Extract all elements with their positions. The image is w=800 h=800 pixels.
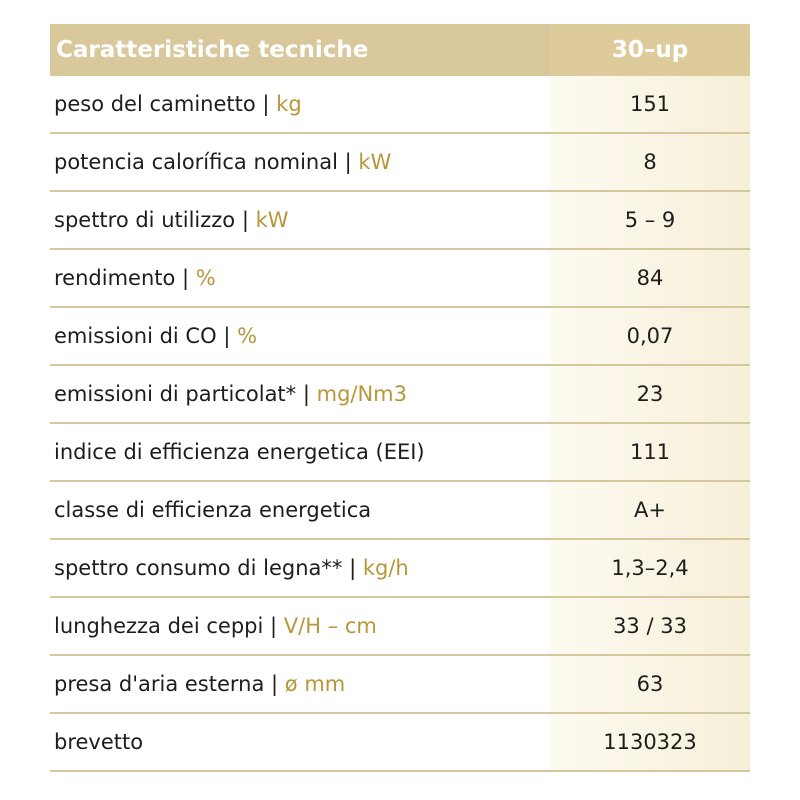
table-row <box>50 249 750 307</box>
row-separator: | <box>235 208 256 232</box>
row-value: A+ <box>550 481 750 539</box>
row-label-cell <box>50 481 550 539</box>
row-value: 0,07 <box>550 307 750 365</box>
row-unit: kW <box>358 150 392 174</box>
row-label: brevetto <box>54 730 144 754</box>
row-separator: | <box>255 92 277 116</box>
row-value: 8 <box>550 133 750 191</box>
row-label-cell <box>50 307 550 365</box>
row-unit: kg <box>276 92 302 116</box>
row-label-cell <box>50 133 550 191</box>
row-label: classe di efficienza energetica <box>54 498 372 522</box>
row-value: 63 <box>550 655 750 713</box>
row-separator: | <box>342 556 363 580</box>
header-title: Caratteristiche tecniche <box>50 24 550 76</box>
row-label: emissioni di particolat* <box>54 382 297 406</box>
row-label: spettro di utilizzo <box>54 208 236 232</box>
table-row <box>50 655 750 713</box>
row-value: 151 <box>550 76 750 133</box>
header-row <box>50 24 750 76</box>
row-label: lunghezza dei ceppi <box>54 614 264 638</box>
row-label-cell <box>50 249 550 307</box>
row-separator: | <box>263 614 284 638</box>
row-label: emissioni di CO <box>54 324 217 348</box>
row-label-cell <box>50 539 550 597</box>
table-row <box>50 597 750 655</box>
table-row <box>50 423 750 481</box>
row-unit: V/H – cm <box>283 614 377 638</box>
table-row <box>50 307 750 365</box>
row-value: 33 / 33 <box>550 597 750 655</box>
row-separator: | <box>264 672 285 696</box>
row-label: rendimento <box>54 266 176 290</box>
table-row <box>50 539 750 597</box>
row-label-cell <box>50 76 550 133</box>
row-separator: | <box>216 324 238 348</box>
row-value: 5 – 9 <box>550 191 750 249</box>
row-label-cell <box>50 713 550 771</box>
row-unit: % <box>237 324 258 348</box>
row-unit: % <box>195 266 216 290</box>
row-value: 111 <box>550 423 750 481</box>
row-separator: | <box>296 382 317 406</box>
header-model: 30–up <box>550 24 750 76</box>
row-label: indice di efficienza energetica (EEI) <box>54 440 425 464</box>
row-value: 23 <box>550 365 750 423</box>
row-label-cell <box>50 597 550 655</box>
row-label: spettro consumo di legna** <box>54 556 343 580</box>
row-label-cell <box>50 191 550 249</box>
table-row <box>50 191 750 249</box>
row-label-cell <box>50 423 550 481</box>
row-unit: mg/Nm3 <box>316 382 407 406</box>
row-unit: kg/h <box>362 556 409 580</box>
table-row <box>50 481 750 539</box>
row-value: 84 <box>550 249 750 307</box>
row-label: presa d'aria esterna <box>54 672 265 696</box>
table-row <box>50 713 750 771</box>
row-unit: kW <box>255 208 289 232</box>
row-separator: | <box>175 266 196 290</box>
row-label: peso del caminetto <box>54 92 256 116</box>
table-row <box>50 133 750 191</box>
spec-table <box>50 24 750 772</box>
row-label: potencia calorífica nominal <box>54 150 338 174</box>
table-row <box>50 76 750 133</box>
row-label-cell <box>50 655 550 713</box>
row-separator: | <box>337 150 359 174</box>
table-row <box>50 365 750 423</box>
row-unit: ø mm <box>284 672 346 696</box>
row-value: 1,3–2,4 <box>550 539 750 597</box>
row-value: 1130323 <box>550 713 750 771</box>
row-label-cell <box>50 365 550 423</box>
